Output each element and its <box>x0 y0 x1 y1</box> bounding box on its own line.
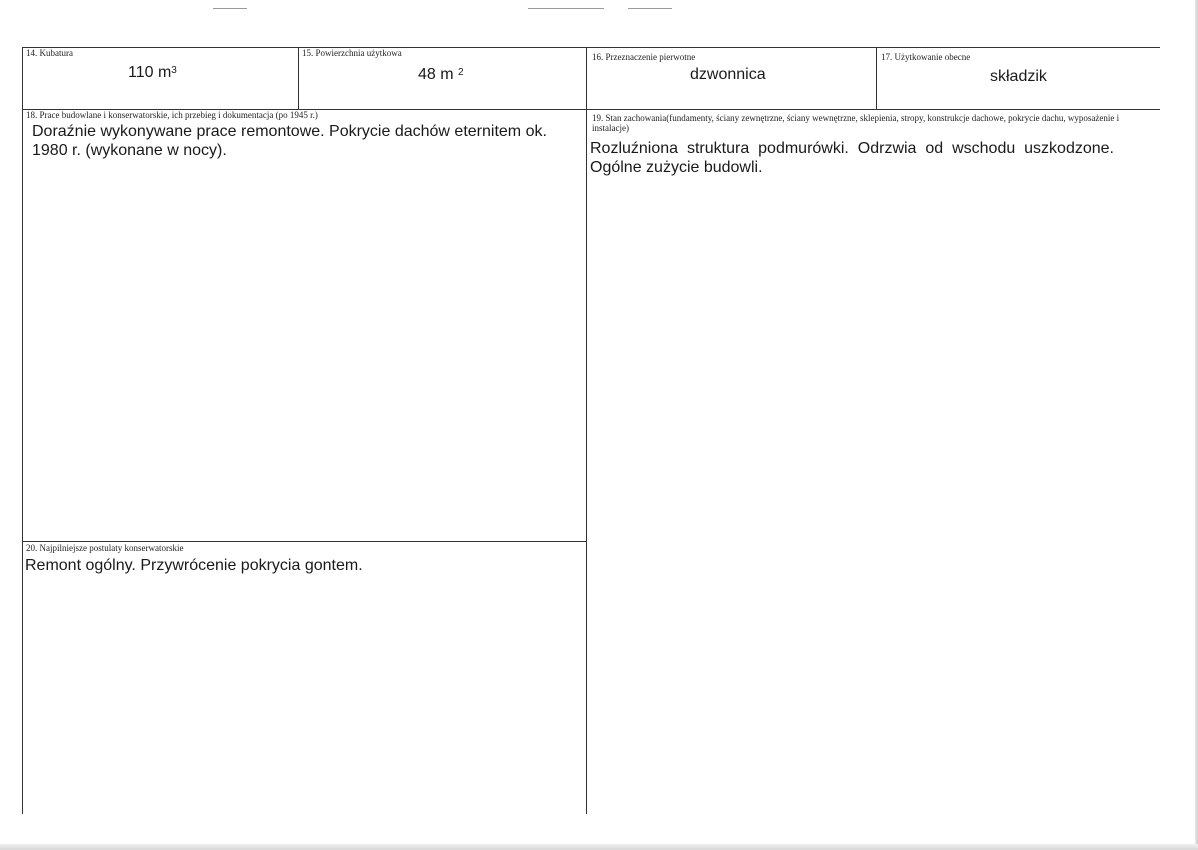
scan-mark <box>213 8 247 9</box>
scan-mark <box>628 8 672 9</box>
kubatura-number: 110 m <box>128 64 172 81</box>
uzytkowanie-value: składzik <box>990 68 1047 85</box>
stan-label: 19. Stan zachowania(fundamenty, ściany zewnętrzne, ściany wewnętrzne, sklepienia, stropy, konstrukcje dachowe, pokrycie dachu, wyposażenie i instalacje) <box>592 113 1120 133</box>
przeznaczenie-value: dzwonnica <box>690 66 766 83</box>
postulaty-label: 20. Najpilniejsze postulaty konserwatorskie <box>26 543 184 553</box>
przeznaczenie-label: 16. Przeznaczenie pierwotne <box>592 52 696 62</box>
postulaty-value: Remont ogólny. Przywrócenie pokrycia gontem. <box>25 557 363 574</box>
powierzchnia-label: 15. Powierzchnia użytkowa <box>302 48 402 58</box>
section-divider <box>22 541 586 542</box>
powierzchnia-value <box>418 65 464 84</box>
prace-label: 18. Prace budowlane i konserwatorskie, ich przebieg i dokumentacja (po 1945 r.) <box>26 110 318 120</box>
scan-mark <box>528 8 604 9</box>
scan-edge <box>0 844 1198 850</box>
prace-value: Doraźnie wykonywane prace remontowe. Pokrycie dachów eternitem ok. 1980 r. (wykonane w nocy). <box>32 123 547 159</box>
uzytkowanie-label: 17. Użytkowanie obecne <box>881 52 971 62</box>
column-divider <box>586 47 587 814</box>
stan-value: Rozluźniona struktura podmurówki. Odrzwia od wschodu uszkodzone. Ogólne zużycie budowli. <box>590 140 1114 176</box>
column-divider <box>876 47 877 109</box>
form-top-border <box>22 47 1160 48</box>
column-divider <box>22 47 23 814</box>
powierzchnia-number: 48 m <box>418 66 454 83</box>
kubatura-label: 14. Kubatura <box>26 48 73 58</box>
kubatura-unit-exponent: 3 <box>171 65 177 76</box>
column-divider <box>298 47 299 109</box>
kubatura-value <box>128 63 177 82</box>
powierzchnia-unit-exponent: 2 <box>458 67 464 78</box>
